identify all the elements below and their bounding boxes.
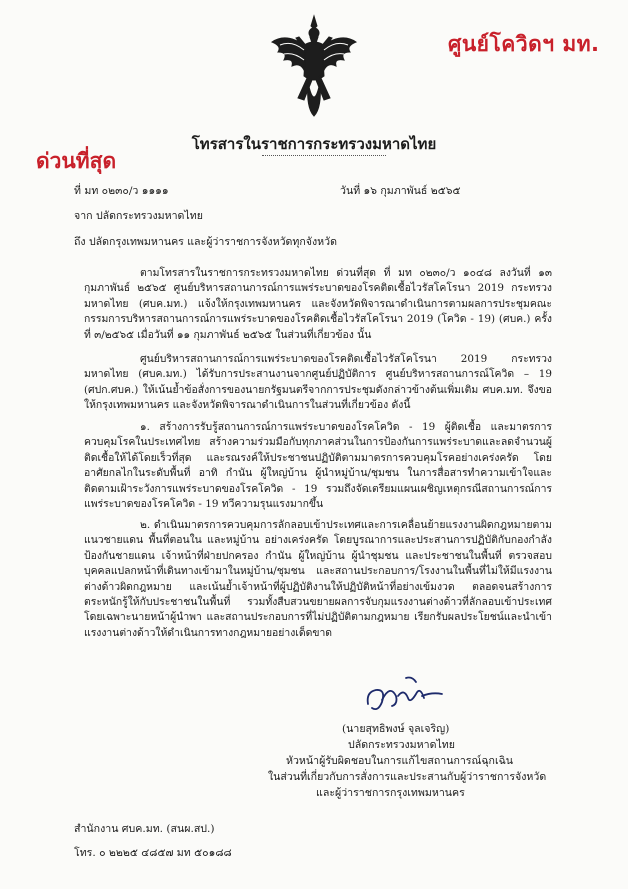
body-paragraph-2 xyxy=(84,352,552,414)
title-underline xyxy=(262,155,386,156)
signer-name: (นายสุทธิพงษ์ จุลเจริญ) xyxy=(342,723,450,735)
paragraph-text: ๒. ดำเนินมาตรการควบคุมการลักลอบเข้าประเทศและการเคลื่อนย้ายแรงงานผิดกฎหมายตามแนวชายแดน พื้นที่ตอนใน และหมู่บ้าน อย่างเคร่งครัด โดยบูรณาการและประสานการปฏิบัติกับกองกำลังป้องกันชายแดน เจ้าหน้าที่ฝ่ายปกครอง กำนัน ผู้ใหญ่บ้าน ผู้นำชุมชน และประชาชนในพื้นที่ ตรวจสอบบุคคลแปลกหน้าที่เดินทางเข้ามาในหมู่บ้าน/ชุมชน และสถานประกอบการ/โรงงานในพื้นที่ไม่ให้มีแรงงานต่างด้าวผิดกฎหมาย และเน้นย้ำเจ้าหน้าที่ผู้ปฏิบัติงานให้ปฏิบัติหน้าที่อย่างเข้มงวด ตลอดจนสร้างการตระหนักรู้ให้กับประชาชนในพื้นที่ รวมทั้งสืบสวนขยายผลการจับกุมแรงงานต่างด้าวที่ลักลอบเข้าประเทศ โดยเฉพาะนายหน้าผู้นำพา และสถานประกอบการที่ไม่ปฏิบัติตามกฎหมาย เรียกรับผลประโยชน์และนำเข้าแรงงานต่างด้าวให้ดำเนินการทางกฎหมายอย่างเด็ดขาด xyxy=(84,519,552,639)
garuda-emblem-icon xyxy=(268,12,360,120)
signer-role-line-2: ในส่วนที่เกี่ยวกับการสั่งการและประสานกับผู้ว่าราชการจังหวัด xyxy=(268,771,547,783)
body-item-1 xyxy=(84,420,552,512)
to-line: ถึง ปลัดกรุงเทพมหานคร และผู้ว่าราชการจังหวัดทุกจังหวัด xyxy=(74,236,337,248)
from-line: จาก ปลัดกระทรวงมหาดไทย xyxy=(74,210,203,222)
paragraph-text: ๑. สร้างการรับรู้สถานการณ์การแพร่ระบาดของโรคโควิด - 19 ผู้ติดเชื้อ และมาตรการควบคุมโรคในประเทศไทย สร้างความร่วมมือกับทุกภาคส่วนในการป้องกันการแพร่ระบาดและลดจำนวนผู้ติดเชื้อให้ได้โดยเร็วที่สุด และรณรงค์ให้ประชาชนปฏิบัติตามมาตรการควบคุมโรคอย่างเคร่งครัด โดยอาศัยกลไกในระดับพื้นที่ อาทิ กำนัน ผู้ใหญ่บ้าน ผู้นำหมู่บ้าน/ชุมชน ในการสื่อสารทำความเข้าใจและติดตามเฝ้าระวังการแพร่ระบาดของโรคโควิด - 19 รวมถึงจัดเตรียมแผนเผชิญเหตุกรณีสถานการณ์การแพร่ระบาดของโรคโควิด - 19 ทวีความรุนแรงมากขึ้น xyxy=(84,421,552,511)
signer-title: ปลัดกระทรวงมหาดไทย xyxy=(348,739,455,751)
handwritten-signature-icon xyxy=(362,674,452,718)
reference-number: ที่ มท ๐๒๓๐/ว ๑๑๑๑ xyxy=(74,185,169,197)
body-item-2 xyxy=(84,518,552,641)
body-paragraph-1 xyxy=(84,266,552,343)
signer-role-line-3: และผู้ว่าราชการกรุงเทพมหานคร xyxy=(316,787,465,799)
paragraph-text: ตามโทรสารในราชการกระทรวงมหาดไทย ด่วนที่สุด ที่ มท ๐๒๓๐/ว ๑๐๔๘ ลงวันที่ ๑๓ กุมภาพันธ์ ๒๕๖๕ ศูนย์บริหารสถานการณ์การแพร่ระบาดของโรคติดเชื้อไวรัสโคโรนา 2019 กระทรวงมหาดไทย (ศบค.มท.) แจ้งให้กรุงเทพมหานคร และจังหวัดพิจารณาดำเนินการตามผลการประชุมคณะกรรมการบริหารสถานการณ์การแพร่ระบาดของโรคติดเชื้อไวรัสโคโรนา 2019 (โควิด - 19) (ศบค.) ครั้งที่ ๓/๒๕๖๕ เมื่อวันที่ ๑๑ กุมภาพันธ์ ๒๕๖๕ ในส่วนที่เกี่ยวข้อง นั้น xyxy=(84,267,552,341)
document-title: โทรสารในราชการกระทรวงมหาดไทย xyxy=(191,135,437,153)
document-date: วันที่ ๑๖ กุมภาพันธ์ ๒๕๖๕ xyxy=(340,185,461,197)
urgent-stamp: ด่วนที่สุด xyxy=(36,149,117,173)
phone-number: โทร. ๐ ๒๒๒๕ ๔๘๕๗ มท ๕๐๑๘๘ xyxy=(74,847,232,859)
signer-role-line-1: หัวหน้าผู้รับผิดชอบในการแก้ไขสถานการณ์ฉุกเฉิน xyxy=(286,755,514,767)
office-name: สำนักงาน ศบค.มท. (สนผ.สป.) xyxy=(74,823,215,835)
covid-center-stamp: ศูนย์โควิดฯ มท. xyxy=(448,32,600,56)
paragraph-text: ศูนย์บริหารสถานการณ์การแพร่ระบาดของโรคติดเชื้อไวรัสโคโรนา 2019 กระทรวงมหาดไทย (ศบค.มท.) ได้รับการประสานงานจากศูนย์ปฏิบัติการ ศูนย์บริหารสถานการณ์โควิด – 19 (ศปก.ศบค.) ให้เน้นย้ำข้อสั่งการของนายกรัฐมนตรีจากการประชุมดังกล่าวข้างต้นเพิ่มเติม ศบค.มท. จึงขอให้กรุงเทพมหานคร และจังหวัดพิจารณาดำเนินการในส่วนที่เกี่ยวข้อง ดังนี้ xyxy=(84,353,552,412)
